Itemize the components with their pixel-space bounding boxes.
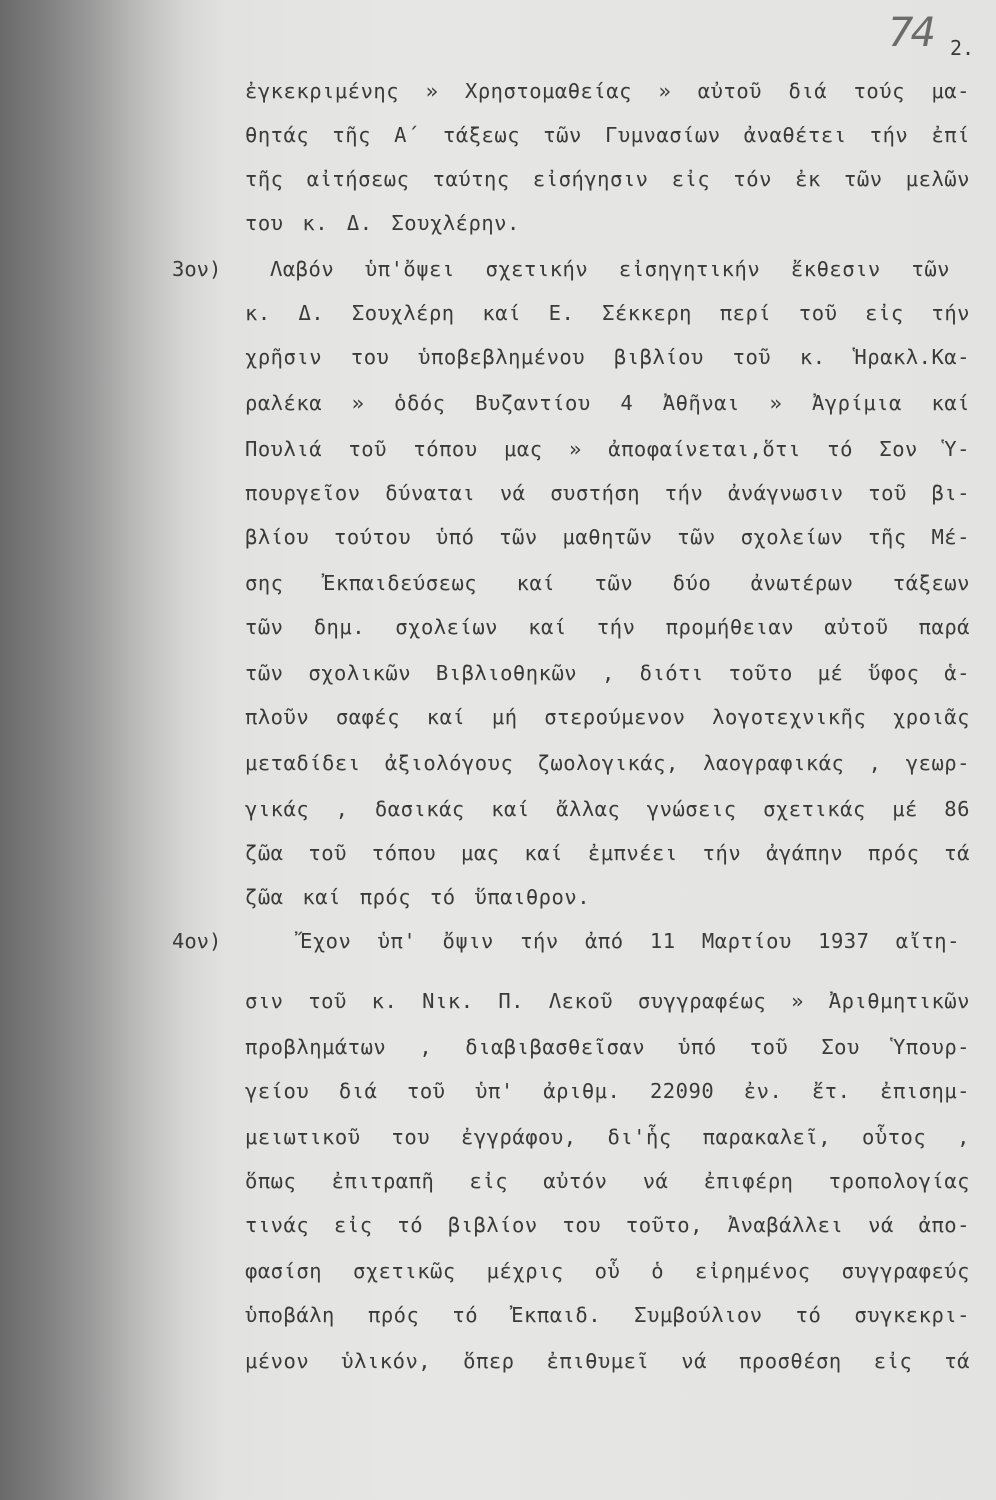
folio-number: 74 [888, 10, 933, 56]
text-line: ὅπως ἐπιτραπῆ εἰς αὐτόν νά ἐπιφέρη τροπολογίας [245, 1169, 970, 1193]
text-line: φασίση σχετικῶς μέχρις οὗ ὁ εἰρημένος συγγραφεύς [245, 1259, 970, 1283]
text-line: προβλημάτων , διαβιβασθεῖσαν ὑπό τοῦ Σου Ὑπουρ- [245, 1035, 970, 1059]
text-line: βλίου τούτου ὑπό τῶν μαθητῶν τῶν σχολείων τῆς Μέ- [245, 525, 970, 549]
text-line: μένον ὑλικόν, ὅπερ ἐπιθυμεῖ νά προσθέση εἰς τά [245, 1349, 970, 1373]
text-line: τῆς αἰτήσεως ταύτης εἰσήγησιν εἰς τόν ἐκ τῶν μελῶν [245, 167, 970, 191]
text-line: ζῶα τοῦ τόπου μας καί ἐμπνέει τήν ἀγάπην πρός τά [245, 841, 970, 865]
text-line: πλοῦν σαφές καί μή στερούμενον λογοτεχνικῆς χροιᾶς [245, 705, 970, 729]
page-number: 2. [950, 36, 975, 60]
text-line: μειωτικοῦ του ἐγγράφου, δι'ἧς παρακαλεῖ, οὗτος , [245, 1125, 970, 1149]
text-line: σης Ἐκπαιδεύσεως καί τῶν δύο ἀνωτέρων τάξεων [245, 571, 970, 595]
text-line: ζῶα καί πρός τό ὕπαιθρον. [245, 885, 591, 909]
text-line: γείου διά τοῦ ὑπ' ἀριθμ. 22090 ἐν. ἔτ. ἐπισημ- [245, 1079, 970, 1103]
text-line: σιν τοῦ κ. Νικ. Π. Λεκοῦ συγγραφέως » Ἀριθμητικῶν [245, 989, 970, 1013]
text-line: τῶν δημ. σχολείων καί τήν προμήθειαν αὐτοῦ παρά [245, 615, 970, 639]
text-line: Ἔχον ὑπ' ὄψιν τήν ἀπό 11 Μαρτίου 1937 αἴτη- [300, 929, 960, 953]
text-line: ἐγκεκριμένης » Χρηστομαθείας » αὐτοῦ διά τούς μα- [245, 79, 970, 103]
text-line: ὑποβάλη πρός τό Ἐκπαιδ. Συμβούλιον τό συγκεκρι- [245, 1303, 970, 1327]
text-line: τινάς εἰς τό βιβλίον του τοῦτο, Ἀναβάλλει νά ἀπο- [245, 1213, 970, 1237]
text-line: του κ. Δ. Σουχλέρην. [245, 211, 520, 235]
text-line: θητάς τῆς Α΄ τάξεως τῶν Γυμνασίων ἀναθέτει τήν ἐπί [245, 123, 970, 147]
text-line: μεταδίδει ἀξιολόγους ζωολογικάς, λαογραφικάς , γεωρ- [245, 751, 970, 775]
item-marker-3: 3ον) [172, 257, 222, 281]
text-line: πουργεῖον δύναται νά συστήση τήν ἀνάγνωσιν τοῦ βι- [245, 481, 970, 505]
text-line: τῶν σχολικῶν Βιβλιοθηκῶν , διότι τοῦτο μέ ὕφος ἁ- [245, 661, 970, 685]
item-marker-4: 4ον) [172, 929, 222, 953]
text-line: ραλέκα » ὁδός Βυζαντίου 4 Ἀθῆναι » Ἀγρίμια καί [245, 391, 970, 415]
text-line: Λαβόν ὑπ'ὄψει σχετικήν εἰσηγητικήν ἔκθεσιν τῶν [270, 257, 950, 281]
text-line: γικάς , δασικάς καί ἄλλας γνώσεις σχετικάς μέ 86 [245, 797, 970, 821]
text-line: κ. Δ. Σουχλέρη καί Ε. Σέκκερη περί τοῦ εἰς τήν [245, 301, 970, 325]
text-line: Πουλιά τοῦ τόπου μας » ἀποφαίνεται,ὅτι τό Σον Ὑ- [245, 437, 970, 461]
text-line: χρῆσιν του ὑποβεβλημένου βιβλίου τοῦ κ. Ἡρακλ.Κα- [245, 345, 970, 369]
